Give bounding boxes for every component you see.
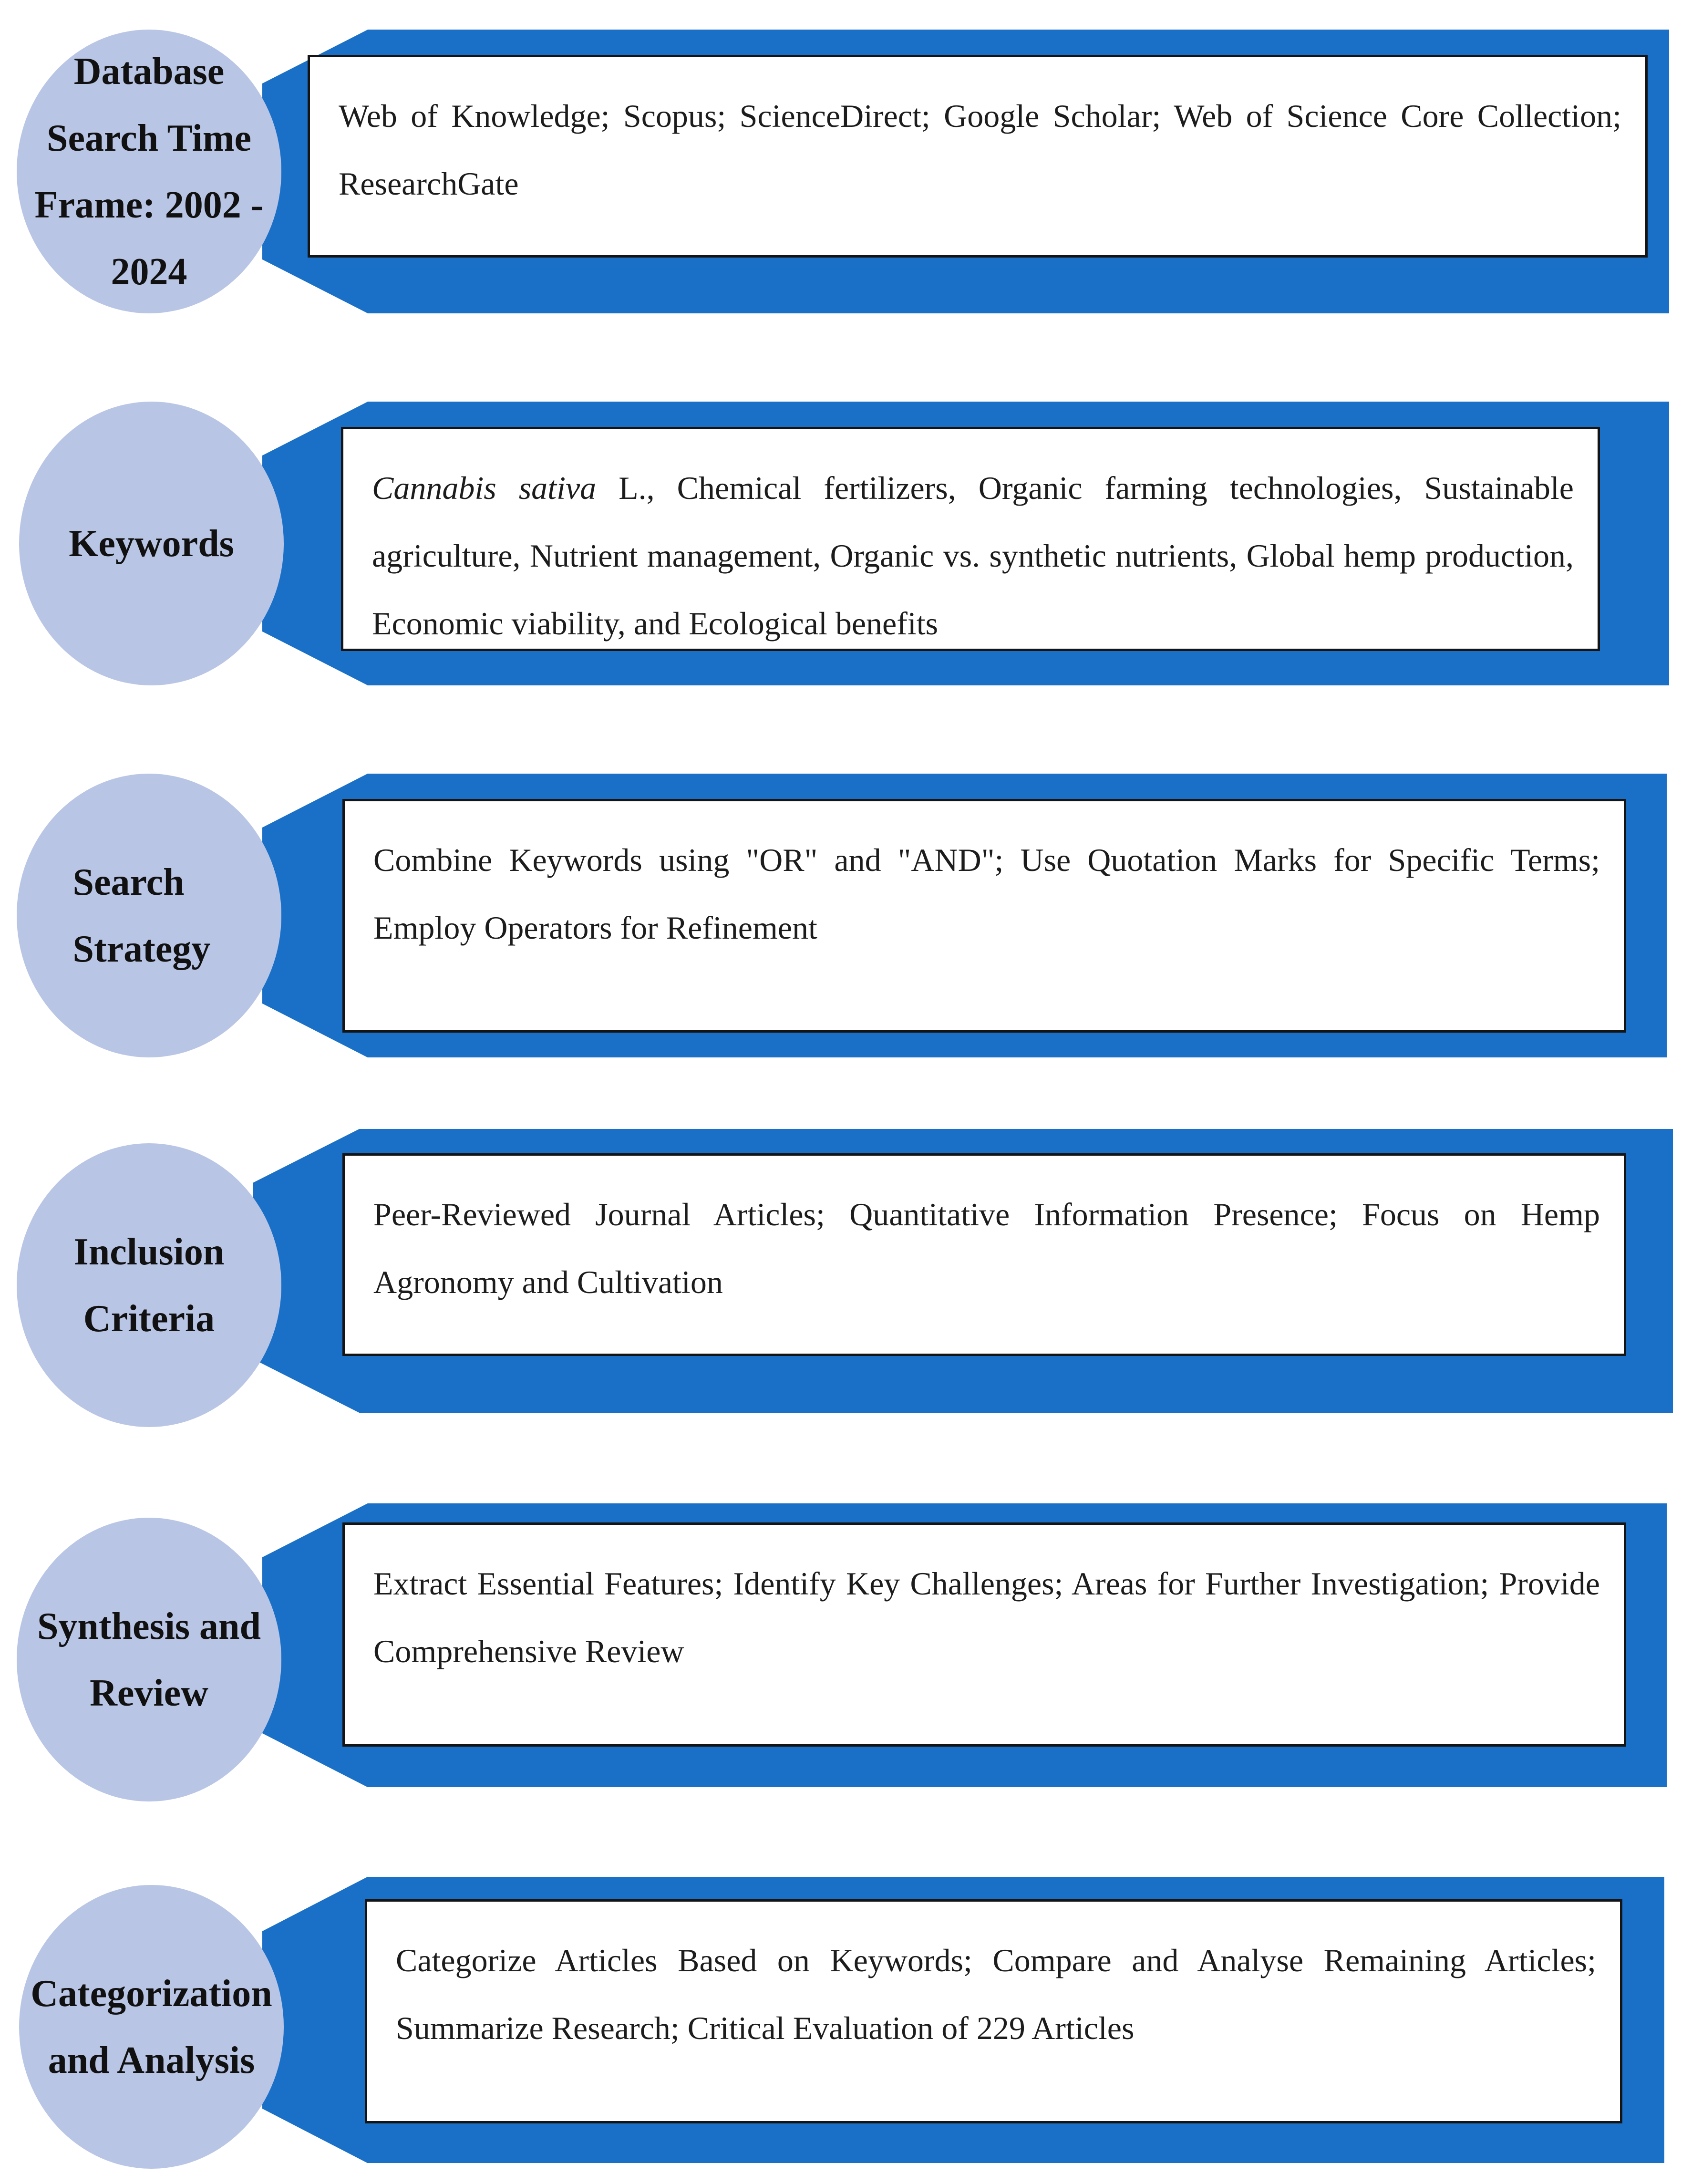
step-label: Inclusion Criteria bbox=[73, 1231, 225, 1340]
step-description-box bbox=[365, 1899, 1622, 2123]
step-label: Synthesis and Review bbox=[37, 1605, 261, 1714]
step-description: Peer-Reviewed Journal Articles; Quantitative Information Presence; Focus on Hemp Agronomy and Cultivation bbox=[373, 1196, 1600, 1300]
step-description-italic: Cannabis sativa bbox=[372, 470, 597, 506]
step-label-circle bbox=[17, 1143, 281, 1427]
step-label: Search Strategy bbox=[72, 861, 211, 970]
step-description: Categorize Articles Based on Keywords; Compare and Analyse Remaining Articles; Summarize Research; Critical Evaluation of 229 Articles bbox=[396, 1942, 1596, 2046]
step-description: Extract Essential Features; Identify Key Challenges; Areas for Further Investigation; Provide Comprehensive Review bbox=[373, 1565, 1600, 1669]
step-label-circle bbox=[17, 1518, 281, 1801]
step-description-box bbox=[342, 1153, 1626, 1356]
step-label-circle bbox=[17, 774, 281, 1057]
step-label-circle bbox=[19, 1885, 284, 2169]
step-label: Categorization and Analysis bbox=[31, 1972, 272, 2081]
step-label-circle bbox=[19, 402, 284, 685]
step-description-box bbox=[308, 55, 1648, 258]
step-label: Database Search Time Frame: 2002 - 2024 bbox=[34, 50, 264, 293]
step-description-box bbox=[342, 799, 1626, 1033]
step-description-box bbox=[341, 427, 1600, 651]
step-description: Web of Knowledge; Scopus; ScienceDirect; Google Scholar; Web of Science Core Collection; ResearchGate bbox=[339, 98, 1621, 202]
step-description: L., Chemical fertilizers, Organic farming technologies, Sustainable agriculture, Nutrient management, Organic vs. synthetic nutrients, Global hemp production, Economic viability, and Ecological benefits bbox=[372, 470, 1574, 642]
step-label: Keywords bbox=[69, 522, 234, 565]
step-description-box bbox=[342, 1522, 1626, 1747]
step-description: Combine Keywords using "OR" and "AND"; Use Quotation Marks for Specific Terms; Employ Operators for Refinement bbox=[373, 842, 1600, 946]
step-label-circle bbox=[17, 30, 281, 313]
